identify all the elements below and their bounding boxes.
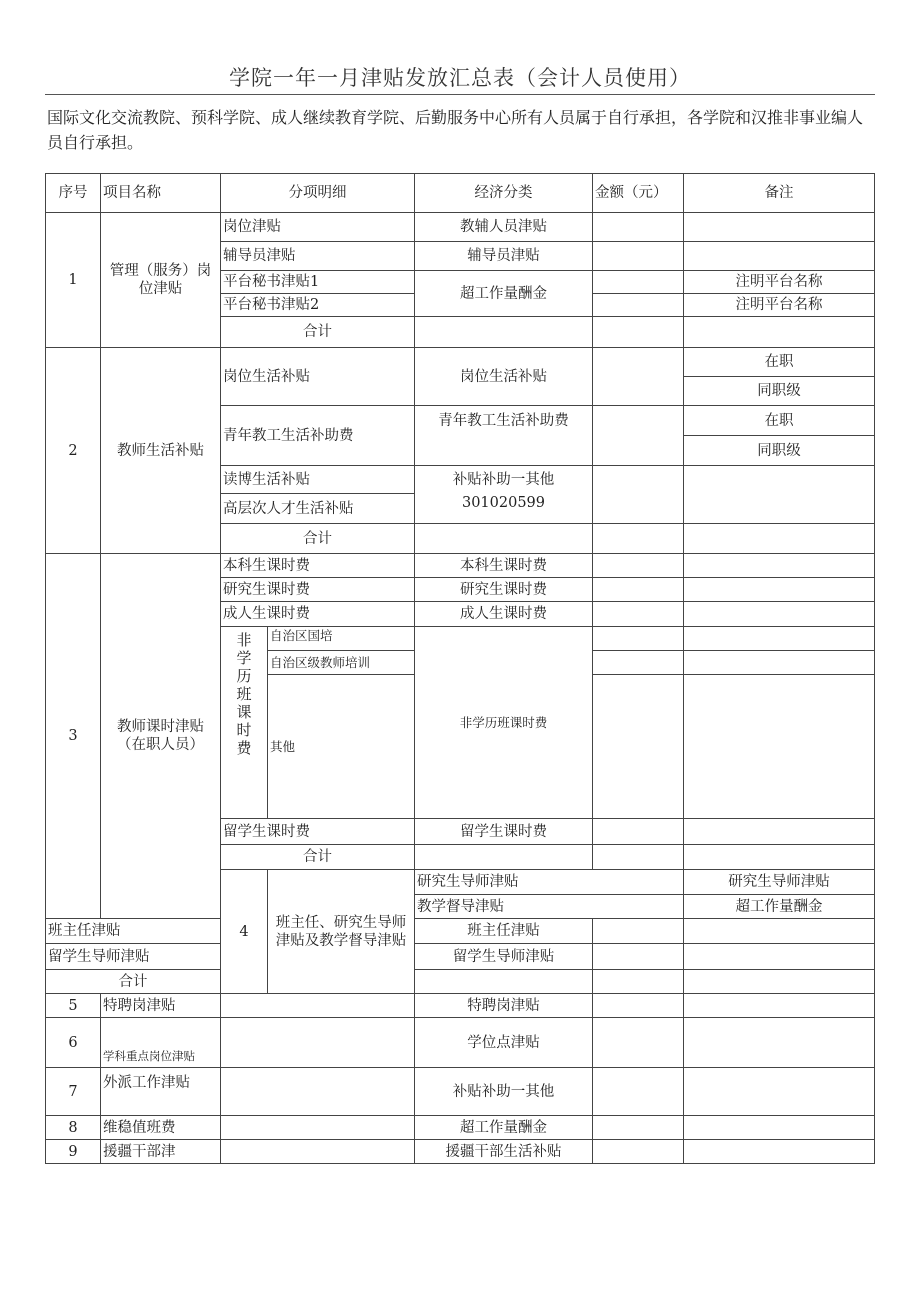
header-row: [46, 174, 875, 213]
amount-cell[interactable]: [593, 524, 684, 554]
amount-cell[interactable]: [593, 602, 684, 627]
table-row: [46, 1116, 875, 1140]
note-cell: 注明平台名称: [684, 271, 875, 294]
non-degree-econ: 非学历班课时费: [415, 627, 593, 819]
amount-cell[interactable]: [593, 994, 684, 1018]
table-row: [46, 554, 875, 578]
subtotal-row: [46, 970, 875, 994]
group-3-total: 合计: [221, 845, 415, 870]
note-cell: [684, 675, 875, 819]
group-4-name: 班主任、研究生导师津贴及教学督导津贴: [268, 870, 415, 994]
note-cell: 同职级: [684, 377, 875, 406]
amount-cell[interactable]: [593, 651, 684, 675]
group-3-econ: 本科生课时费: [415, 554, 593, 578]
amount-cell[interactable]: [593, 944, 684, 970]
note-cell: [684, 554, 875, 578]
table-row: [46, 213, 875, 242]
group-3-econ: 留学生课时费: [415, 819, 593, 845]
amount-cell[interactable]: [593, 1140, 684, 1164]
group-3-no: 3: [46, 554, 101, 919]
table-row: [46, 919, 875, 944]
group-3-econ: 研究生课时费: [415, 578, 593, 602]
group-4-no: 4: [221, 870, 268, 994]
intro-text: 国际文化交流教院、预科学院、成人继续教育学院、后勤服务中心所有人员属于自行承担，各学院和汉推非事业编人员自行承担。: [47, 108, 864, 152]
row-econ: 援疆干部生活补贴: [415, 1140, 593, 1164]
group-2-econ: 青年教工生活补助费: [415, 406, 593, 466]
row-name: 学科重点岗位津贴: [101, 1018, 221, 1068]
amount-cell[interactable]: [593, 213, 684, 242]
note-cell: [684, 944, 875, 970]
amount-cell[interactable]: [593, 1116, 684, 1140]
row-no: 8: [46, 1116, 101, 1140]
non-degree-sub: 自治区国培: [268, 627, 415, 651]
allowance-summary-table: [45, 173, 875, 1164]
row-no: 6: [46, 1018, 101, 1068]
amount-cell[interactable]: [593, 294, 684, 317]
group-3-item: 研究生课时费: [221, 578, 415, 602]
note-cell: [684, 994, 875, 1018]
group-4-econ: 超工作量酬金: [684, 895, 875, 919]
group-1-item: 平台秘书津贴1: [221, 271, 415, 294]
group-1-name: 管理（服务）岗位津贴: [101, 213, 221, 348]
amount-cell[interactable]: [593, 919, 684, 944]
row-econ: 学位点津贴: [415, 1018, 593, 1068]
note-cell: [684, 578, 875, 602]
header-econ: 经济分类: [415, 174, 593, 213]
table-row: [46, 1068, 875, 1116]
group-1-econ: 辅导员津贴: [415, 242, 593, 271]
note-cell: [684, 1068, 875, 1116]
amount-cell[interactable]: [593, 242, 684, 271]
row-name: 维稳值班费: [101, 1116, 221, 1140]
note-cell: 同职级: [684, 436, 875, 466]
non-degree-label: [221, 627, 268, 819]
group-1-item: 平台秘书津贴2: [221, 294, 415, 317]
group-2-item: 青年教工生活补助费: [221, 406, 415, 466]
header-detail: 分项明细: [221, 174, 415, 213]
group-1-econ: 教辅人员津贴: [415, 213, 593, 242]
row-no: 9: [46, 1140, 101, 1164]
note-cell: 在职: [684, 406, 875, 436]
group-3-item: 本科生课时费: [221, 554, 415, 578]
amount-cell[interactable]: [593, 675, 684, 819]
group-2-name: 教师生活补贴: [101, 348, 221, 554]
note-cell: 在职: [684, 348, 875, 377]
group-2-item: 高层次人才生活补贴: [221, 494, 415, 524]
group-4-item: 留学生导师津贴: [46, 944, 221, 970]
non-degree-char: 学: [236, 649, 252, 667]
group-1-no: 1: [46, 213, 101, 348]
group-1-total: 合计: [221, 317, 415, 348]
amount-cell[interactable]: [593, 1068, 684, 1116]
note-cell: [684, 213, 875, 242]
group-4-total: 合计: [46, 970, 221, 994]
note-cell: [684, 242, 875, 271]
non-degree-char: 课: [236, 703, 252, 721]
note-cell: [684, 1018, 875, 1068]
title-rule: [45, 94, 875, 95]
amount-cell[interactable]: [593, 970, 684, 994]
group-1-item: 岗位津贴: [221, 213, 415, 242]
table-row: [46, 1140, 875, 1164]
group-3-name: 教师课时津贴（在职人员）: [101, 554, 221, 919]
note-cell: [684, 1116, 875, 1140]
group-3-econ: 成人生课时费: [415, 602, 593, 627]
note-cell: [684, 919, 875, 944]
header-note: 备注: [684, 174, 875, 213]
note-cell: 注明平台名称: [684, 294, 875, 317]
amount-cell[interactable]: [593, 1018, 684, 1068]
row-econ: 补贴补助一其他: [415, 1068, 593, 1116]
group-1-item: 辅导员津贴: [221, 242, 415, 271]
group-3-item: 成人生课时费: [221, 602, 415, 627]
row-econ: 特聘岗津贴: [415, 994, 593, 1018]
amount-cell[interactable]: [593, 271, 684, 294]
group-2-econ: 补贴补助一其他: [415, 466, 593, 494]
group-2-econ-code: 301020599: [415, 494, 593, 524]
amount-cell[interactable]: [593, 406, 684, 466]
group-4-item: 教学督导津贴: [415, 895, 684, 919]
note-cell: [684, 627, 875, 651]
amount-cell[interactable]: [593, 845, 684, 870]
group-4-econ: 研究生导师津贴: [684, 870, 875, 895]
header-project: 项目名称: [101, 174, 221, 213]
table-row: [46, 348, 875, 377]
group-2-item: 岗位生活补贴: [221, 348, 415, 406]
row-no: 7: [46, 1068, 101, 1116]
amount-cell[interactable]: [593, 578, 684, 602]
header-no: 序号: [46, 174, 101, 213]
amount-cell[interactable]: [593, 348, 684, 406]
row-name: 外派工作津贴: [101, 1068, 221, 1116]
note-cell: [684, 819, 875, 845]
table-row: [46, 944, 875, 970]
group-2-no: 2: [46, 348, 101, 554]
row-name: 援疆干部津: [101, 1140, 221, 1164]
note-cell: [684, 602, 875, 627]
amount-cell[interactable]: [593, 627, 684, 651]
table-row: [46, 994, 875, 1018]
non-degree-char: 费: [236, 739, 252, 757]
non-degree-char: 班: [236, 685, 252, 703]
group-3-item: 留学生课时费: [221, 819, 415, 845]
group-4-econ: 班主任津贴: [415, 919, 593, 944]
page-title: 学院一年一月津贴发放汇总表（会计人员使用）: [229, 66, 691, 90]
row-econ: 超工作量酬金: [415, 1116, 593, 1140]
row-no: 5: [46, 994, 101, 1018]
non-degree-sub: 自治区级教师培训: [268, 651, 415, 675]
group-2-total: 合计: [221, 524, 415, 554]
group-1-econ: 超工作量酬金: [415, 271, 593, 317]
amount-cell[interactable]: [593, 554, 684, 578]
note-cell: [684, 466, 875, 524]
header-amount: 金额（元）: [593, 174, 684, 213]
non-degree-char: 时: [236, 721, 252, 739]
non-degree-sub: 其他: [268, 675, 415, 819]
amount-cell[interactable]: [593, 819, 684, 845]
group-2-item: 读博生活补贴: [221, 466, 415, 494]
amount-cell[interactable]: [593, 317, 684, 348]
non-degree-char: 非: [236, 631, 252, 649]
group-2-econ: 岗位生活补贴: [415, 348, 593, 406]
group-4-item: 班主任津贴: [46, 919, 221, 944]
note-cell: [684, 651, 875, 675]
group-4-item: 研究生导师津贴: [415, 870, 684, 895]
row-name: 特聘岗津贴: [101, 994, 221, 1018]
amount-cell[interactable]: [593, 466, 684, 524]
group-4-econ: 留学生导师津贴: [415, 944, 593, 970]
table-row: [46, 1018, 875, 1068]
non-degree-char: 历: [236, 667, 252, 685]
note-cell: [684, 1140, 875, 1164]
